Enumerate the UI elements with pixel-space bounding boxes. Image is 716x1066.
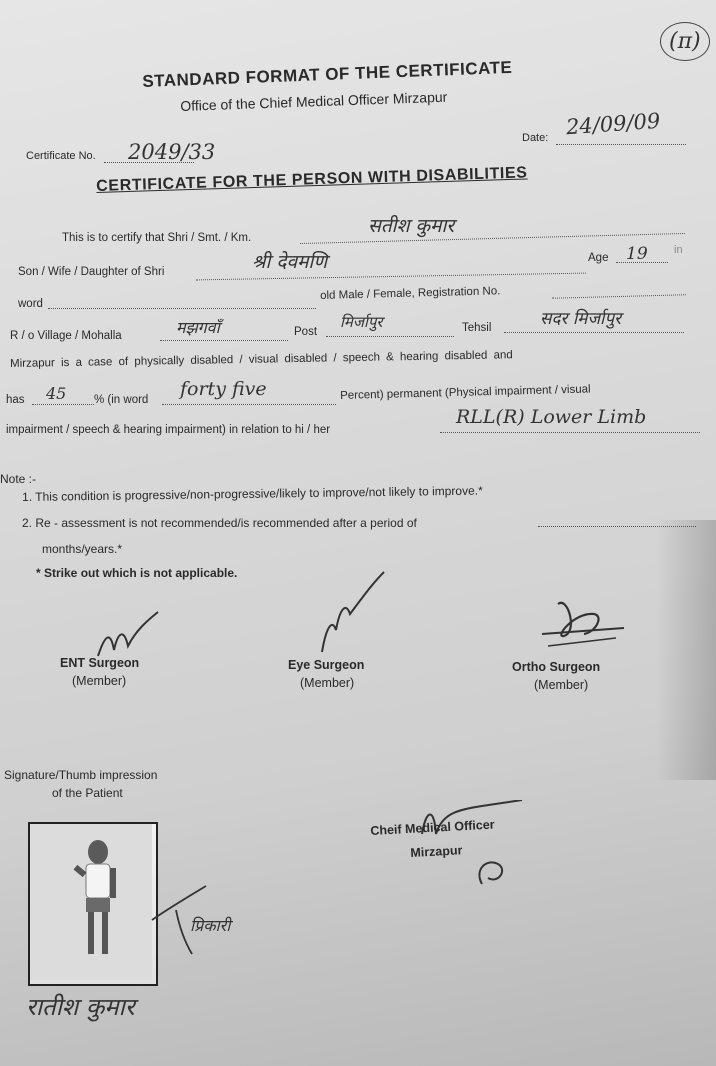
age-value: 19 [626,244,648,264]
impairment-line: Percent) permanent (Physical impairment / visual [340,383,591,402]
photo-caption-handwriting: प्रिकारी [190,916,231,935]
tehsil-line [504,332,684,333]
patient-signature-label-2: of the Patient [52,786,123,800]
ortho-surgeon-title: Ortho Surgeon [512,660,601,674]
certificate-main-title: CERTIFICATE FOR THE PERSON WITH DISABILITIES [96,164,528,195]
relation-to-line: impairment / speech & hearing impairment) in relation to hi / her [6,424,331,436]
patient-signature-handwriting: रातीश कुमार [26,993,135,1021]
relation-value-line [440,432,700,433]
relation-line: Son / Wife / Daughter of Shri [18,266,165,278]
tehsil-value: सदर मिर्जापुर [540,309,622,329]
word-label: word [18,298,43,310]
date-line [556,144,686,145]
village-value: मझगवाँ [176,318,220,337]
post-label: Post [294,326,318,338]
patient-photo [28,822,158,986]
ent-surgeon-role: (Member) [72,674,127,688]
strike-note: * Strike out which is not applicable. [36,566,238,580]
person-name-value: सतीश कुमार [368,215,455,237]
disability-type-line: Mirzapur is a case of physically disabled / visual disabled / speech & hearing disabled and [10,349,513,370]
date-label: Date: [522,132,549,144]
ent-surgeon-title: ENT Surgeon [60,656,140,670]
cmo-place: Mirzapur [410,843,463,860]
age-words-line [48,308,316,309]
relation-value: RLL(R) Lower Limb [456,406,647,428]
page-fold-shadow [656,520,716,780]
percent-words-line [162,404,336,405]
tehsil-label: Tehsil [462,322,492,334]
patient-signature-label: Signature/Thumb impression [4,768,158,782]
percent-line [32,404,94,405]
note-heading: Note :- [0,472,37,486]
has-label: has [6,394,25,406]
certificate-no-label: Certificate No. [26,150,96,162]
note-item-2: 2. Re - assessment is not recommended/is recommended after a period of [22,516,417,530]
cmo-title: Cheif Medical Officer [370,817,495,838]
reassessment-line [538,526,696,527]
date-value: 24/09/09 [565,108,662,140]
corner-mark: (π) [660,22,710,61]
age-in-label: in [674,244,683,256]
patient-figure [30,824,152,980]
note-item-1: 1. This condition is progressive/non-progressive/likely to improve/not likely to improve.* [22,483,483,504]
percent-value: 45 [46,384,67,403]
ortho-surgeon-role: (Member) [534,678,589,692]
percent-words-value: forty five [180,378,267,400]
certify-line: This is to certify that Shri / Smt. / Km. [62,232,252,244]
post-value: मिर्जापुर [340,313,383,331]
village-line [160,340,288,341]
eye-surgeon-role: (Member) [300,676,355,690]
post-line [326,336,454,337]
certificate-no-value: 2049/33 [128,140,216,164]
ortho-signature-scribble [534,592,630,658]
eye-signature-scribble [310,568,390,658]
eye-surgeon-title: Eye Surgeon [288,658,365,672]
in-word-label: % (in word [94,394,149,406]
village-label: R / o Village / Mohalla [10,330,122,342]
registration-line [552,294,686,299]
office-subtitle: Office of the Chief Medical Officer Mirzapur [180,88,448,114]
name-line [300,233,685,244]
note-item-2-cont: months/years.* [42,542,123,556]
age-label: Age [588,252,609,264]
father-name-value: श्री देवमणि [252,251,328,273]
gender-registration-label: old Male / Female, Registration No. [320,285,501,302]
certificate-format-title: STANDARD FORMAT OF THE CERTIFICATE [142,57,513,91]
